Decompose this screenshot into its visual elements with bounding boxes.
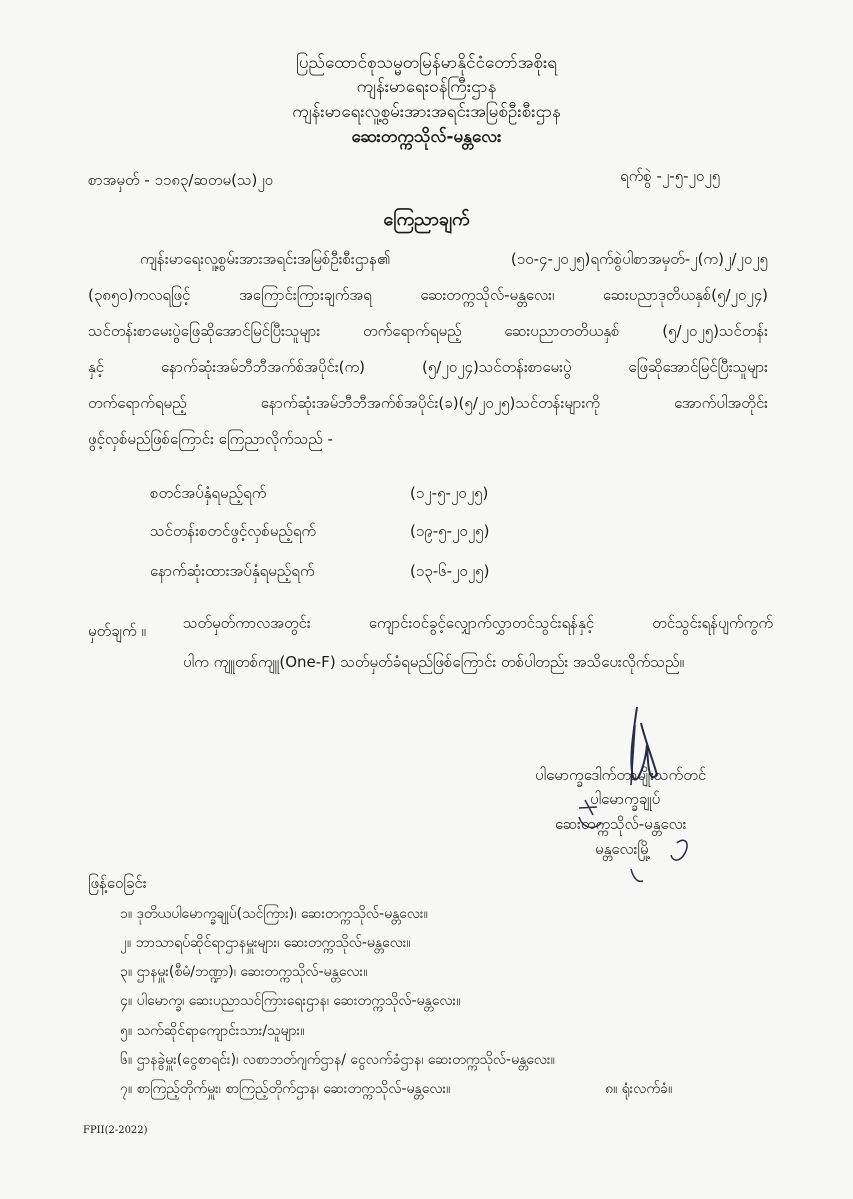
body-line: ကျန်းမာရေးလူ့စွမ်းအားအရင်းအမြစ်ဦးစီးဌာန၏ (၁၀-၄-၂၀၂၅)ရက်စွဲပါစာအမှတ်-၂(က)၂/၂၀၂၅ <box>140 250 768 268</box>
schedule-date: (၁၉-၅-၂၀၂၅) <box>410 522 490 540</box>
body-line: (၃၈၅၀)ကလရဖြင့် အကြောင်းကြားချက်အရ ဆေးတက္ကသိုလ်-မန္တလေး၊ ဆေးပညာဒုတိယနှစ်(၅/၂၀၂၄) <box>88 286 768 304</box>
signatory-title: ပါမောက္ခချုပ် <box>590 790 661 808</box>
note-line: သတ်မှတ်ကာလအတွင်း ကျောင်းဝင်ခွင့်လျှောက်လွှာတင်သွင်းရန်နှင့် တင်သွင်းရန်ပျက်ကွက် <box>183 614 773 632</box>
note-line: ပါက ကျူတစ်ကျူ(One-F) သတ်မှတ်ခံရမည်ဖြစ်ကြောင်း တစ်ပါတည်း အသိပေးလိုက်သည်။ <box>183 653 684 671</box>
header-department: ကျန်းမာရေးလူ့စွမ်းအားအရင်းအမြစ်ဦးစီးဌာန <box>292 102 561 122</box>
schedule-date: (၁၂-၅-၂၀၂၅) <box>410 484 489 502</box>
header-government: ပြည်ထောင်စုသမ္မတမြန်မာနိုင်ငံတော်အစိုးရ <box>295 53 558 73</box>
distribution-item: ၆။ ဌာနခွဲမှူး(ငွေစာရင်း)၊ လစာဘတ်ဂျက်ဌာန/ ငွေလက်ခံဌာန၊ ဆေးတက္ကသိုလ်-မန္တလေး။ <box>120 1052 555 1068</box>
distribution-item: ၄။ ပါမောက္ခ၊ ဆေးပညာသင်ကြားရေးဌာန၊ ဆေးတက္ကသိုလ်-မန္တလေး။ <box>120 993 461 1009</box>
document-title: ကြေညာချက် <box>383 209 470 230</box>
distribution-item: ၃။ ဌာနမှူး(စီမံ/ဘဏ္ဍာ)၊ ဆေးတက္ကသိုလ်-မန္တလေး။ <box>120 964 368 980</box>
distribution-item: ၅။ သက်ဆိုင်ရာကျောင်းသား/သူများ။ <box>120 1023 305 1039</box>
schedule-label: နောက်ဆုံးထားအပ်နှံရမည့်ရက် <box>150 562 315 580</box>
distribution-item: ၇။ စာကြည့်တိုက်မှူး၊ စာကြည့်တိုက်ဌာန၊ ဆေးတက္ကသိုလ်-မန္တလေး။ <box>120 1081 451 1097</box>
note-label: မှတ်ချက် ။ <box>88 622 146 640</box>
schedule-label: သင်တန်းစတင်ဖွင့်လှစ်မည့်ရက် <box>150 522 317 540</box>
distribution-heading: ဖြန့်ဝေခြင်း <box>88 874 147 892</box>
distribution-item: ၁။ ဒုတိယပါမောက္ခချုပ်(သင်ကြား)၊ ဆေးတက္ကသိုလ်-မန္တလေး။ <box>120 906 428 922</box>
signatory-name: ပါမောက္ခဒေါက်တာမျိုးသက်တင် <box>535 766 707 784</box>
distribution-item: ၈။ ရုံးလက်ခံ။ <box>605 1081 673 1097</box>
reference-number: စာအမှတ် - ၁၁၈၃/ဆတမ(သ)၂၀ <box>88 171 274 189</box>
body-line: တက်ရောက်ရမည့် နောက်ဆုံးအမ်ဘီဘီအက်စ်အပိုင်း(ခ)(၅/၂၀၂၅)သင်တန်းများကို အောက်ပါအတိုင်း <box>88 394 768 412</box>
form-code: FPII(2-2022) <box>83 1125 148 1136</box>
header-ministry: ကျန်းမာရေးဝန်ကြီးဌာန <box>356 77 497 97</box>
document-date: ရက်စွဲ -၂-၅-၂၀၂၅ <box>620 167 721 185</box>
body-line: နှင့် နောက်ဆုံးအမ်ဘီဘီအက်စ်အပိုင်း(က) (၅/၂၀၂၄)သင်တန်းစာမေးပွဲ ဖြေဆိုအောင်မြင်ပြီးသူများ <box>88 358 768 376</box>
distribution-item: ၂။ ဘာသာရပ်ဆိုင်ရာဌာနမှူးများ၊ ဆေးတက္ကသိုလ်-မန္တလေး။ <box>120 935 411 951</box>
header-university: ဆေးတက္ကသိုလ်-မန္တလေး <box>351 127 502 147</box>
signatory-org: ဆေးတက္ကသိုလ်-မန္တလေး <box>555 815 687 833</box>
schedule-label: စတင်အပ်နှံရမည့်ရက် <box>150 484 267 502</box>
signatory-city: မန္တလေးမြို့ <box>595 840 651 858</box>
schedule-date: (၁၃-၆-၂၀၂၅) <box>410 562 490 580</box>
body-line: ဖွင့်လှစ်မည်ဖြစ်ကြောင်း ကြေညာလိုက်သည် - <box>88 430 333 448</box>
body-line: သင်တန်းစာမေးပွဲဖြေဆိုအောင်မြင်ပြီးသူများ တက်ရောက်ရမည့် ဆေးပညာတတိယနှစ် (၅/၂၀၂၅)သင်တန်း <box>88 322 768 340</box>
